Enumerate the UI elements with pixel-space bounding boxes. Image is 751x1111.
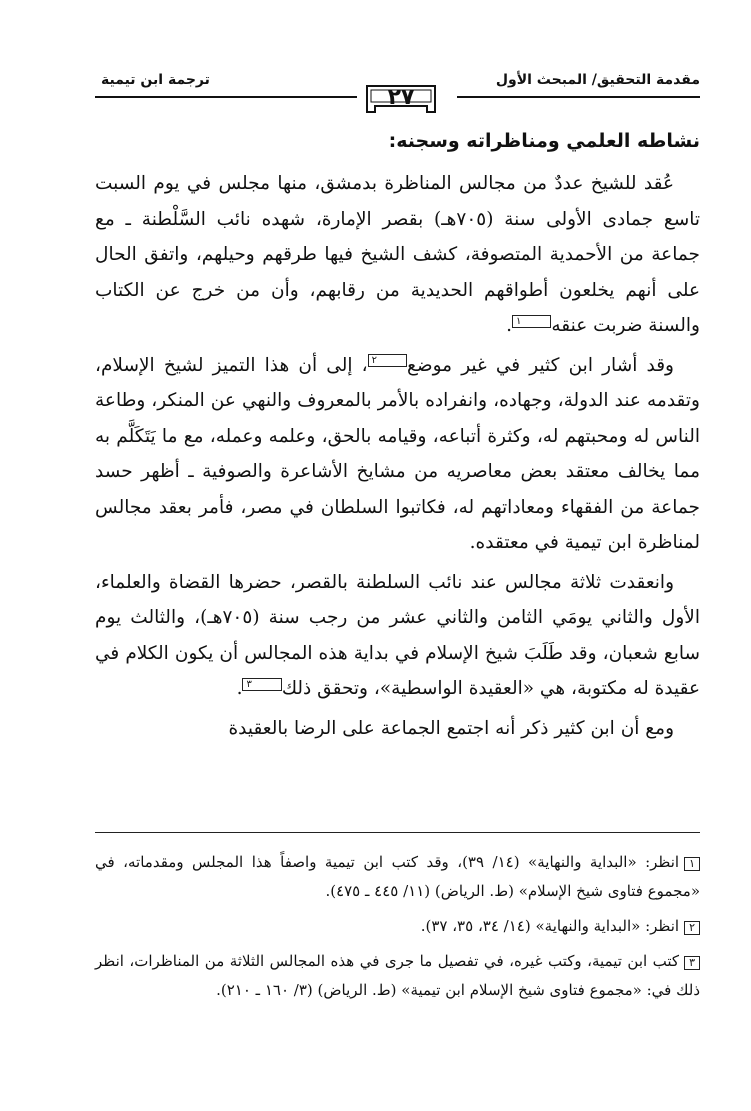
paragraph-4: ومع أن ابن كثير ذكر أنه اجتمع الجماعة على الرضا بالعقيدة [228, 717, 674, 739]
footnote-separator [95, 832, 700, 833]
paragraph-2: وقد أشار ابن كثير في غير موضع٢، إلى أن هذا التميز لشيخ الإسلام، وتقدمه عند الدولة، وجهاده، وانفراده بالأمر بالمعروف والنهي عن المنكر، وطاعة الناس له ومحبتهم له، وكثرة أتباعه، وقيامه بالحق، وعلمه وعمله، مع ما يَتَكَلَّم به مما يخالف معتقد بعض معاصريه من مشايخ الأشاعرة والصوفية ـ أظهر حسد جماعة من الفقهاء ومعاداتهم له، فكاتبوا السلطان في مصر، فأمر بعقد مجالس لمناظرة ابن تيمية في معتقده. [95, 354, 700, 553]
footnote-mark-1: ١ [684, 857, 700, 871]
footnote-2: ٢انظر: «البداية والنهاية» (١٤/ ٣٤، ٣٥، ٣٧). [95, 912, 700, 941]
footnote-ref-1[interactable]: ١ [512, 315, 551, 328]
running-header [95, 68, 700, 110]
page-number-frame [361, 82, 441, 120]
book-page [95, 60, 700, 1070]
page-number: ٢٧ [387, 85, 415, 110]
footnote-mark-2: ٢ [684, 921, 700, 935]
header-book-title: ترجمة ابن تيمية [101, 72, 210, 88]
section-heading: نشاطه العلمي ومناظراته وسجنه: [388, 130, 700, 152]
body-text [95, 166, 700, 750]
paragraph-3: وانعقدت ثلاثة مجالس عند نائب السلطنة بالقصر، حضرها القضاة والعلماء، الأول والثاني يومَي الثامن والثاني عشر من رجب سنة (٧٠٥هـ)، والثالث يوم سابع شعبان، وقد طَلَبَ شيخ الإسلام في بداية هذه المجالس أن يكون الكلام في عقيدة له مكتوبة، هي «العقيدة الواسطية»، وتحقق ذلك٣. [95, 571, 700, 699]
footnotes [95, 848, 700, 1011]
header-rule-right [457, 96, 700, 98]
footnote-mark-3: ٣ [684, 956, 700, 970]
paragraph-1: عُقد للشيخ عددٌ من مجالس المناظرة بدمشق، منها مجلس في يوم السبت تاسع جمادى الأولى سنة (٧٠٥هـ) بقصر الإمارة، شهده نائب السَّلْطنة ـ مع جماعة من الأحمدية المتصوفة، كشف الشيخ فيها طرقهم وحيلهم، واتفق الحال على أنهم يخلعون أطواقهم الحديدية من رقابهم، وأن من خرج عن الكتاب والسنة ضربت عنقه١. [95, 173, 700, 336]
footnote-ref-3[interactable]: ٣ [242, 678, 281, 691]
header-rule-left [95, 96, 357, 98]
footnote-ref-2[interactable]: ٢ [368, 354, 407, 367]
footnote-1: ١انظر: «البداية والنهاية» (١٤/ ٣٩)، وقد كتب ابن تيمية واصفاً هذا المجلس ومقدماته، في «مجموع فتاوى شيخ الإسلام» (ط. الرياض) (١١/ ٤٤٥ ـ ٤٧٥). [95, 853, 700, 900]
header-chapter-title: مقدمة التحقيق/ المبحث الأول [495, 72, 700, 88]
footnote-3: ٣كتب ابن تيمية، وكتب غيره، في تفصيل ما جرى في هذه المجالس الثلاثة من المناظرات، انظر ذلك في: «مجموع فتاوى شيخ الإسلام ابن تيمية» (ط. الرياض) (٣/ ١٦٠ ـ ٢١٠). [95, 952, 700, 999]
